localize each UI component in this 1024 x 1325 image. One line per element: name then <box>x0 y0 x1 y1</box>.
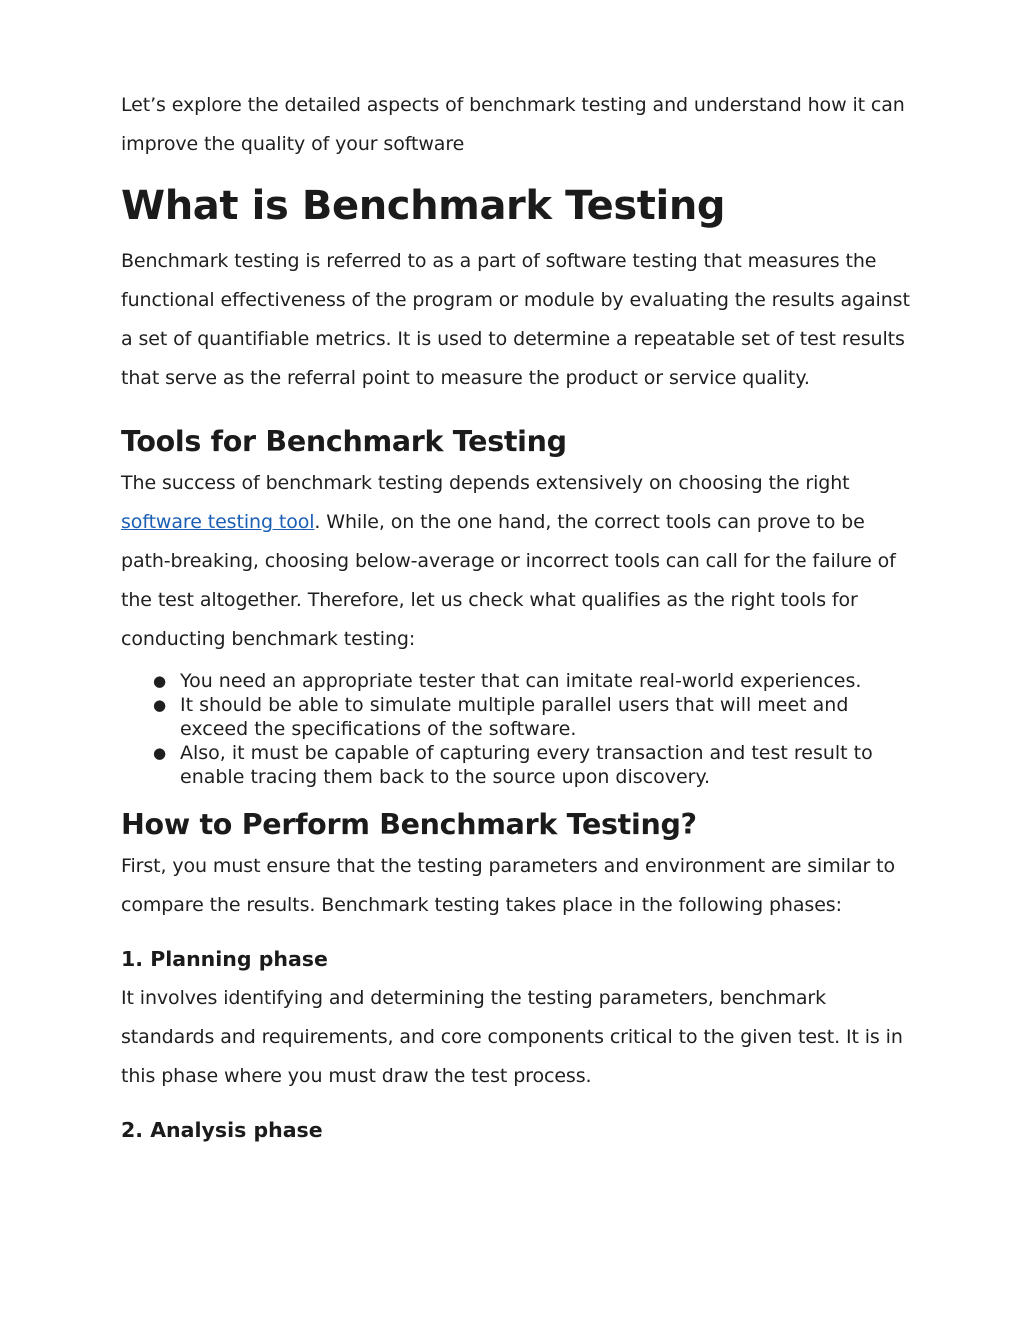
planning-phase-paragraph: It involves identifying and determining the testing parameters, benchmark standards and requirements, and core components critical to the given test. It is in this phase where you must draw the test process. <box>121 987 903 1087</box>
tools-text-after-link: . While, on the one hand, the correct tools can prove to be path-breaking, choosing below-average or incorrect tools can call for the failure of the test altogether. Therefore, let us check what qualifies as the right tools for conducting benchmark testing: <box>121 511 896 650</box>
tools-paragraph <box>121 464 911 659</box>
heading-tools-for-benchmark-testing: Tools for Benchmark Testing <box>121 425 567 458</box>
software-testing-tool-link[interactable]: software testing tool <box>121 511 315 533</box>
how-to-paragraph: First, you must ensure that the testing parameters and environment are similar to compare the results. Benchmark testing takes place in the following phases: <box>121 855 896 916</box>
bullet-icon: ● <box>153 672 167 690</box>
list-item <box>121 693 911 741</box>
heading-what-is-benchmark-testing: What is Benchmark Testing <box>121 183 726 229</box>
tools-text-before-link: The success of benchmark testing depends extensively on choosing the right <box>121 472 850 494</box>
tools-bullet-list <box>121 669 911 789</box>
bullet-icon: ● <box>153 744 167 762</box>
what-is-paragraph: Benchmark testing is referred to as a part of software testing that measures the functional effectiveness of the program or module by evaluating the results against a set of quantifiable metrics. It is used to determine a repeatable set of test results that serve as the referral point to measure the product or service quality. <box>121 250 910 389</box>
heading-how-to-perform: How to Perform Benchmark Testing? <box>121 808 697 841</box>
document-page <box>121 86 911 1150</box>
heading-planning-phase: 1. Planning phase <box>121 947 328 971</box>
bullet-text: You need an appropriate tester that can imitate real-world experiences. <box>180 670 862 692</box>
bullet-icon: ● <box>153 696 167 714</box>
list-item <box>121 669 911 693</box>
intro-paragraph: Let’s explore the detailed aspects of benchmark testing and understand how it can improve the quality of your software <box>121 94 905 155</box>
bullet-text: It should be able to simulate multiple parallel users that will meet and exceed the specifications of the software. <box>180 694 849 740</box>
list-item <box>121 741 911 789</box>
heading-analysis-phase: 2. Analysis phase <box>121 1118 323 1142</box>
bullet-text: Also, it must be capable of capturing every transaction and test result to enable tracing them back to the source upon discovery. <box>180 742 873 788</box>
